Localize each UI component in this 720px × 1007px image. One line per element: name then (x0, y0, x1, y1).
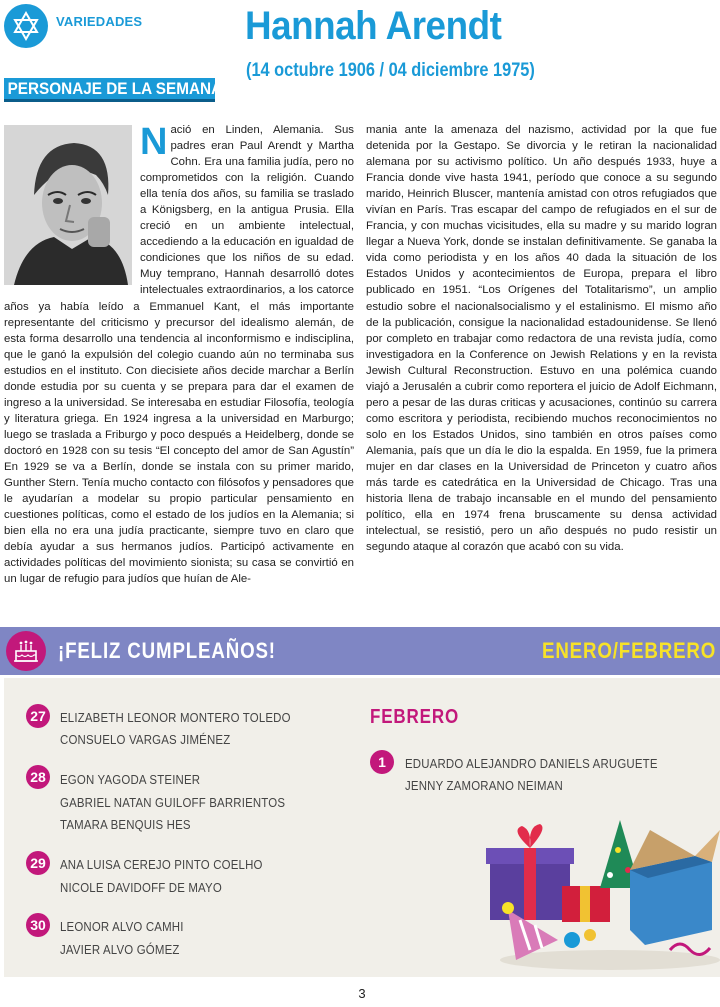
birthday-name: JAVIER ALVO GÓMEZ (60, 942, 180, 957)
section-tag-label: PERSONAJE DE LA SEMANA (7, 79, 223, 98)
article-text-right: mania ante la amenaza del nazismo, actividad por la que fue detenida por la Gestapo. Se divorcia y le retiran la nacionalidad alemana por su activismo político. Un año después 1933, huye a Francia donde vive hasta 1941, período que conoce a su segundo marido, Heinrich Bluscer, mantenía amistad con otros refugiados que vivían en París. Tras escapar del campo de refugiados en el sur de Francia, y con muchas vicisitudes, ella su madre y su marido logran llegar a Nueva York, donde se instalan definitivamente. Se ganaba la vida como periodista y en los años 40 dada la situación de los Estados Unidos y acontecimientos de Europa, prepara el libro publicado en 1951. “Los Orígenes del Totalitarismo”, un amplio estudio sobre el nacionalsocialismo y el estalinismo. El mismo año de la publicación, consigue la nacionalidad estadounidense. Se llenó por completo en trabajar como redactora de una revista judía, como investigadora en la Conference on Jewish Relations y en la revista Jewish Cultural Reconstruction. Estuvo en una polémica cuando viajó a Jerusalén a cubrir como reportera el juicio de Adolf Eichmann, pero a pesar de las duras criticas y acusaciones, continúo su carrera como escritora y periodista, recibiendo muchos reconocimientos no solo en los Estados Unidos, sino también en otros países como Alemania, país que un día le dio la espalda. En 1959, fue la primera mujer en dar clases en la Universidad de Princeton y cuatro años más tarde es catedrática en la Universidad de Chicago. Tras una historia llena de trabajo incansable en el mundo del pensamiento político, ella en 1974 frena bruscamente su densa actividad intelectual, se resistió, pero un año después no pudo resistir un segundo ataque al corazón que acabó con su vida. (366, 124, 717, 554)
birthday-name: LEONOR ALVO CAMHI (60, 919, 184, 934)
section-tag (4, 78, 223, 102)
birthday-day: 30 (26, 913, 50, 937)
life-dates: (14 octubre 1906 / 04 diciembre 1975) (246, 60, 535, 81)
birthday-name: EDUARDO ALEJANDRO DANIELS ARUGUETE (405, 756, 658, 771)
cake-icon (6, 631, 46, 671)
birthday-day: 28 (26, 765, 50, 789)
birthday-name: NICOLE DAVIDOFF DE MAYO (60, 880, 222, 895)
birthday-name: JENNY ZAMORANO NEIMAN (405, 778, 563, 793)
page-number: 3 (358, 986, 366, 1001)
birthday-name: CONSUELO VARGAS JIMÉNEZ (60, 732, 231, 747)
birthday-name: GABRIEL NATAN GUILOFF BARRIENTOS (60, 795, 286, 810)
article-column-right (366, 122, 717, 555)
star-of-david-icon (4, 4, 48, 48)
article-column-left (4, 122, 354, 587)
article-text-left: ació en Linden, Alemania. Sus padres eran Paul Arendt y Martha Cohn. Era una familia judía, pero no comprometidos con la religión. Cuando ella tenía dos años, su familia se traslado a Königsberg, en la antigua Prusia. Ella creció en un ambiente intelectual, accediendo a la educación en igualdad de condiciones que los niños de su edad. Muy temprano, Hannah desarrolló dotes intelectuales extraordinarios, a los catorce años ya había leído a Emmanuel Kant, el más importante representante del criticismo y precursor del idealismo alemán, de esta forma desarrollo una tendencia al inconformismo e indisciplina, que le ganó la expulsión del colegio cuando aún no terminaba sus estudios en el instituto. Con diecisiete años decide marchar a Berlín donde estudia por su cuenta y se prepara para dar el examen de ingreso a la universidad. Se interesaba en estudiar Filosofía, teología y literatura griega. En 1924 ingresa a la universidad en Marburgo; luego se traslada a Friburgo y poco después a Heidelberg, donde se doctoró en 1928 con su tesis “El concepto del amor de San Agustín” En 1929 se va a Berlín, donde se instala con su primer marido, Gunther Stern. Tenía mucho contacto con filósofos y pensadores que le ayudarían a modelar su propio particular pensamiento en cuestiones políticas, como el estado de los judíos en la Alemania; si bien ella no era una judía practicante, siempre tuvo en claro que debía ayudar a sus hermanos judíos. Participó activamente en actividades políticas del movimiento sionista; su casa se convirtió en un lugar de refugio para judíos que huían de Ale- (4, 124, 354, 586)
section-label: VARIEDADES (56, 14, 143, 29)
birthday-title: ¡FELIZ CUMPLEAÑOS! (58, 638, 276, 663)
drop-cap: N (140, 121, 168, 163)
birthday-name: ANA LUISA CEREJO PINTO COELHO (60, 857, 263, 872)
birthday-day: 27 (26, 704, 50, 728)
gifts-illustration (480, 800, 720, 975)
birthday-name: TAMARA BENQUIS HES (60, 817, 191, 832)
birthday-day: 29 (26, 851, 50, 875)
birthday-day: 1 (370, 750, 394, 774)
portrait-photo (4, 125, 132, 285)
birthday-name: EGON YAGODA STEINER (60, 772, 201, 787)
birthday-months: ENERO/FEBRERO (542, 638, 717, 663)
page-title: Hannah Arendt (245, 4, 502, 48)
birthday-name: ELIZABETH LEONOR MONTERO TOLEDO (60, 710, 291, 725)
february-title: FEBRERO (370, 706, 460, 728)
